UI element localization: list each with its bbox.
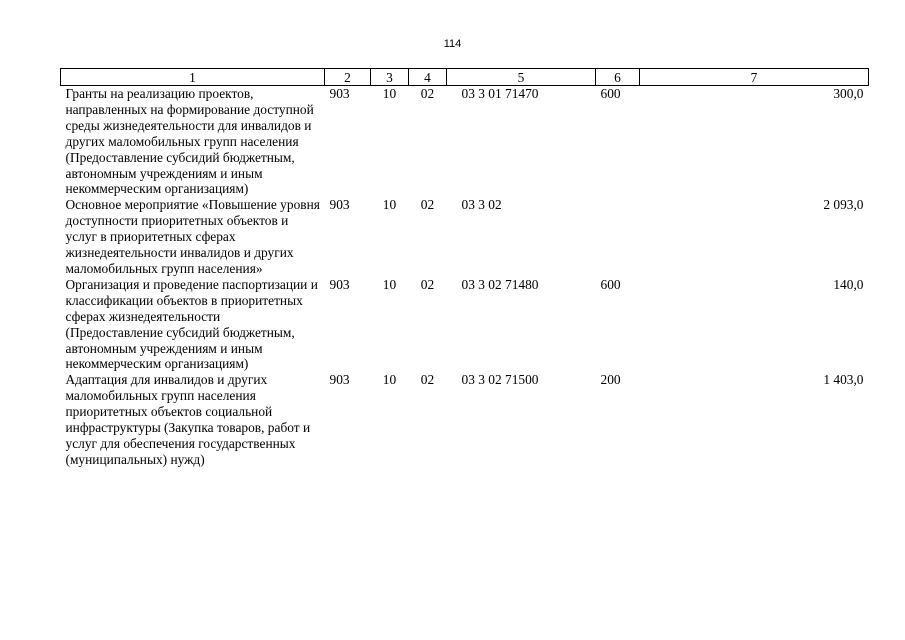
column-header-1: 1 (61, 69, 325, 86)
row-amount: 1 403,0 (823, 372, 864, 388)
row-subsection-code: 02 (420, 372, 435, 388)
row-name: Гранты на реализацию проектов, направленных на формирование доступной среды жизнедеятельности для инвалидов и других маломобильных групп населения (Предоставление субсидий бюджетным, автономным учреждениям и иным некоммерческим организациям) (65, 86, 314, 197)
row-target-article: 03 3 02 71500 (461, 372, 539, 388)
row-amount: 140,0 (833, 276, 864, 292)
row-expense-type: 600 (600, 86, 621, 101)
row-expense-type (596, 197, 640, 277)
row-target-article: 03 3 01 71470 (461, 86, 539, 101)
row-ministry-code: 903 (329, 86, 350, 101)
row-subsection-code: 02 (420, 86, 435, 101)
page-number: 114 (443, 38, 462, 50)
row-section-code: 10 (382, 276, 397, 292)
row-expense-type: 600 (600, 276, 621, 292)
row-name: Адаптация для инвалидов и других маломобильных групп населения приоритетных объектов социальной инфраструктуры (Закупка товаров, работ и услуг для обеспечения государственных (муниципальных) нужд) (65, 372, 311, 467)
row-ministry-code: 903 (329, 197, 350, 213)
row-amount: 300,0 (833, 86, 864, 101)
row-ministry-code: 903 (329, 372, 350, 388)
row-target-article: 03 3 02 71480 (461, 276, 539, 292)
table-row (61, 197, 869, 277)
row-name: Организация и проведение паспортизации и классификации объектов в приоритетных сферах жизнедеятельности (Предоставление субсидий бюджетным, автономным учреждениям и иным некоммерческим организациям) (65, 276, 318, 372)
row-ministry-code: 903 (329, 276, 350, 292)
row-target-article: 03 3 02 (461, 197, 502, 213)
row-section-code: 10 (382, 372, 397, 388)
column-header-2: 2 (325, 69, 371, 86)
row-section-code: 10 (382, 86, 397, 101)
row-subsection-code: 02 (420, 276, 435, 292)
row-section-code: 10 (382, 197, 397, 213)
table-header-row (61, 69, 869, 86)
column-header-4: 4 (409, 69, 447, 86)
column-header-3: 3 (371, 69, 409, 86)
budget-table (60, 68, 869, 468)
row-amount: 2 093,0 (823, 197, 864, 213)
table-row (61, 372, 869, 467)
row-name: Основное мероприятие «Повышение уровня доступности приоритетных объектов и услуг в приоритетных сферах жизнедеятельности инвалидов и других маломобильных групп населения» (65, 197, 320, 276)
row-expense-type: 200 (600, 372, 621, 388)
table-row (61, 86, 869, 198)
row-subsection-code: 02 (420, 197, 435, 213)
column-header-5: 5 (447, 69, 596, 86)
column-header-7: 7 (640, 69, 869, 86)
table-row (61, 277, 869, 372)
column-header-6: 6 (596, 69, 640, 86)
